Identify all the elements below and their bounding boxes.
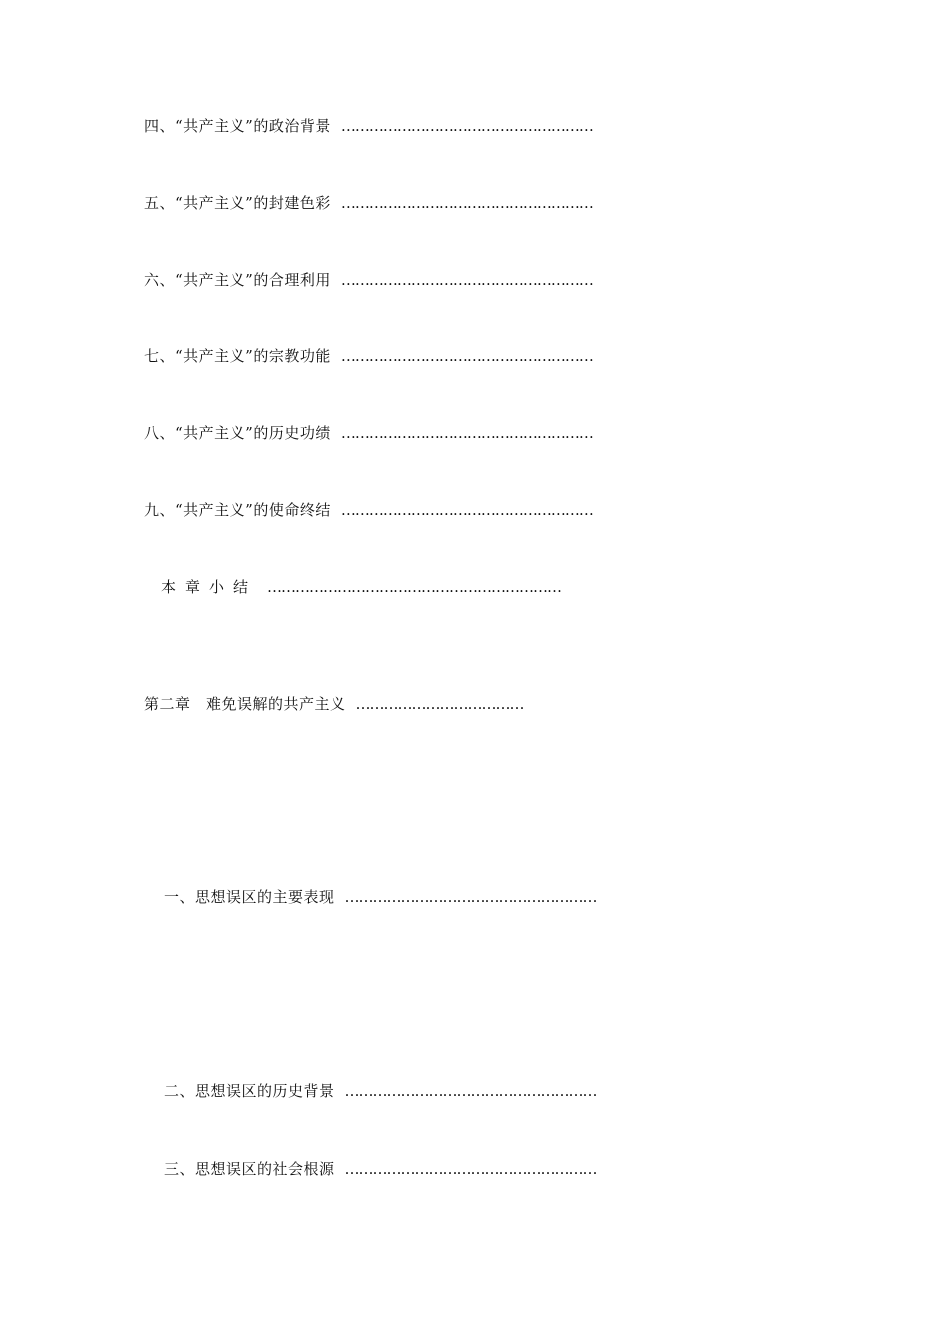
- toc-entry-title: 五、“共产主义”的封建色彩: [144, 194, 331, 212]
- toc-entry-title: 本章小结: [161, 578, 258, 596]
- toc-chapter-title: 第二章 难免误解的共产主义: [144, 695, 346, 713]
- toc-dot-leader: ………………………………………………………: [267, 578, 562, 596]
- toc-dot-leader: ………………………………………………: [344, 1160, 597, 1178]
- toc-entry[interactable]: [144, 270, 593, 290]
- toc-dot-leader: ………………………………: [355, 695, 524, 713]
- toc-dot-leader: ………………………………………………: [340, 271, 593, 289]
- toc-dot-leader: ………………………………………………: [340, 347, 593, 365]
- toc-entry[interactable]: [164, 887, 597, 907]
- toc-dot-leader: ………………………………………………: [340, 424, 593, 442]
- toc-entry[interactable]: [144, 423, 593, 443]
- toc-entry-title: 九、“共产主义”的使命终结: [144, 501, 331, 519]
- toc-entry-chapter[interactable]: [144, 694, 524, 714]
- toc-entry-title: 二、思想误区的历史背景: [164, 1082, 335, 1100]
- toc-entry-title: 一、思想误区的主要表现: [164, 888, 335, 906]
- toc-dot-leader: ………………………………………………: [340, 501, 593, 519]
- toc-entry[interactable]: [164, 1159, 597, 1179]
- toc-entry[interactable]: [144, 346, 593, 366]
- toc-entry[interactable]: [144, 116, 593, 136]
- toc-entry[interactable]: [144, 193, 593, 213]
- toc-entry[interactable]: [164, 1081, 597, 1101]
- toc-dot-leader: ………………………………………………: [340, 194, 593, 212]
- toc-entry-title: 七、“共产主义”的宗教功能: [144, 347, 331, 365]
- toc-entry-title: 四、“共产主义”的政治背景: [144, 117, 331, 135]
- toc-entry[interactable]: [144, 500, 593, 520]
- toc-dot-leader: ………………………………………………: [344, 1082, 597, 1100]
- toc-dot-leader: ………………………………………………: [344, 888, 597, 906]
- toc-dot-leader: ………………………………………………: [340, 117, 593, 135]
- toc-entry-title: 八、“共产主义”的历史功绩: [144, 424, 331, 442]
- toc-entry-title: 六、“共产主义”的合理利用: [144, 271, 331, 289]
- toc-entry-chapter-summary[interactable]: [161, 577, 561, 597]
- toc-entry-title: 三、思想误区的社会根源: [164, 1160, 335, 1178]
